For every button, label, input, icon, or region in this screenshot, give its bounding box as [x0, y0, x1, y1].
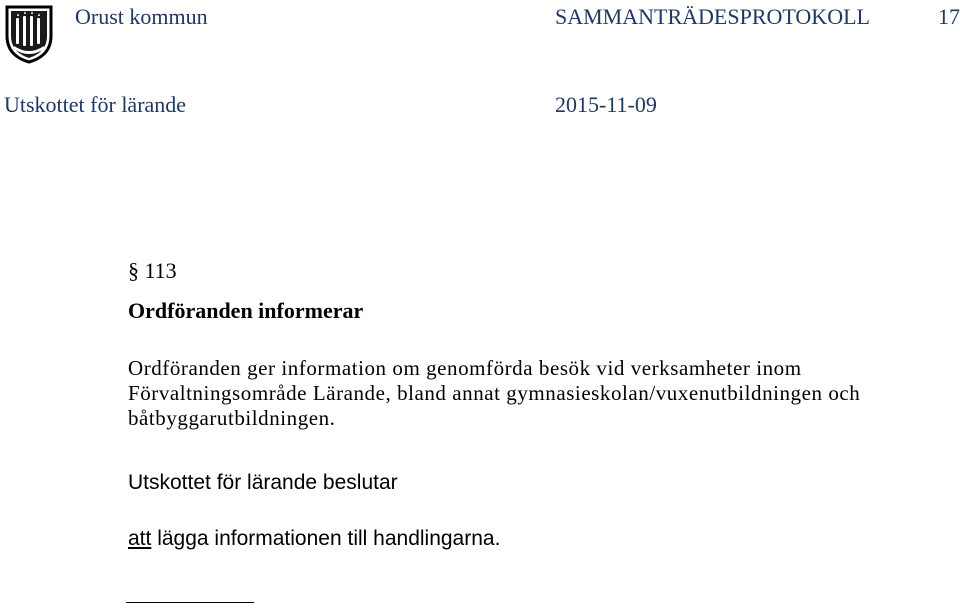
paragraph-number: § 113 — [128, 258, 177, 283]
section-body: Ordföranden ger information om genomförda besök vid verksamheter inom Förvaltningsområde Lärande, bland annat gymnasieskolan/vuxenutbildningen och båtbyggarutbildningen. — [128, 356, 861, 430]
section-title: Ordföranden informerar — [128, 298, 364, 323]
meeting-date: 2015-11-09 — [555, 92, 657, 117]
municipality-name: Orust kommun — [75, 4, 208, 29]
decision-keyword: att — [128, 527, 152, 550]
decision-heading: Utskottet för lärande beslutar — [128, 471, 398, 494]
decision-text: lägga informationen till handlingarna. — [151, 527, 501, 550]
decision-statement — [128, 527, 500, 551]
page-number: 17 — [938, 4, 960, 29]
document-type: SAMMANTRÄDESPROTOKOLL — [555, 4, 870, 29]
committee-name: Utskottet för lärande — [4, 92, 187, 117]
municipality-coat-of-arms-icon — [4, 4, 54, 64]
signature-line — [126, 602, 254, 603]
